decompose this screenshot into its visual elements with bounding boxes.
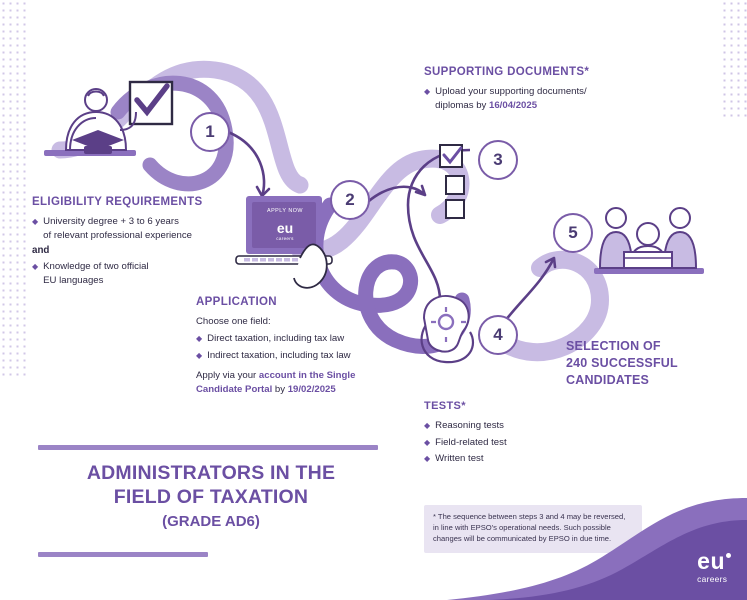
supporting-documents-block bbox=[424, 66, 644, 115]
footnote-panel: * The sequence between steps 3 and 4 may be reversed, in line with EPSO's operational needs. Such possible changes will be communicated by EPSO in due time. bbox=[424, 505, 642, 553]
selection-line-2: 240 SUCCESSFUL bbox=[566, 355, 678, 370]
logo-careers-text: careers bbox=[697, 574, 728, 584]
eligibility-item-2-line-1: Knowledge of two official bbox=[43, 261, 149, 273]
single-candidate-portal-link[interactable]: account in the Single bbox=[258, 370, 356, 382]
apply-prefix: Apply via your bbox=[196, 370, 259, 382]
step-number-5[interactable]: 5 bbox=[553, 213, 593, 253]
application-item-1 bbox=[196, 332, 392, 346]
tests-item-2 bbox=[424, 436, 614, 450]
supporting-documents-item bbox=[424, 85, 644, 112]
application-apply-via bbox=[196, 369, 392, 397]
application-item-2-label: Indirect taxation, including tax law bbox=[207, 349, 351, 361]
step-number-1[interactable]: 1 bbox=[190, 112, 230, 152]
diamond-bullet-icon: ◆ bbox=[424, 87, 431, 96]
application-block bbox=[196, 296, 392, 400]
tests-block bbox=[424, 400, 614, 469]
laptop-apply-now-label: APPLY NOW bbox=[266, 208, 304, 214]
title-line-2: FIELD OF TAXATION bbox=[113, 485, 309, 508]
single-candidate-portal-link-2[interactable]: Candidate Portal bbox=[196, 384, 273, 396]
title-line-1: ADMINISTRATORS IN THE bbox=[86, 462, 336, 484]
tests-item-3 bbox=[424, 452, 614, 466]
eligibility-heading: ELIGIBILITY REQUIREMENTS bbox=[32, 196, 203, 208]
selection-line-1: SELECTION OF bbox=[566, 339, 661, 353]
laptop-careers-label: careers bbox=[276, 236, 294, 242]
application-item-2 bbox=[196, 349, 392, 363]
eligibility-item-1-line-2: of relevant professional experience bbox=[43, 229, 192, 241]
diamond-bullet-icon: ◆ bbox=[424, 454, 431, 464]
application-deadline-date: 19/02/2025 bbox=[287, 384, 336, 396]
application-heading: APPLICATION bbox=[196, 296, 277, 308]
eligibility-item-1-line-1: University degree + 3 to 6 years bbox=[43, 216, 179, 227]
diamond-bullet-icon: ◆ bbox=[196, 350, 203, 360]
diamond-bullet-icon: ◆ bbox=[424, 421, 431, 430]
selection-block bbox=[566, 338, 726, 389]
icon-panel-people bbox=[594, 208, 704, 274]
eligibility-item-2-line-2: EU languages bbox=[43, 274, 104, 286]
step-number-2[interactable]: 2 bbox=[330, 180, 370, 220]
supporting-item-line-1: Upload your supporting documents/ bbox=[435, 86, 587, 97]
tests-item-3-label: Written test bbox=[435, 453, 484, 465]
diamond-bullet-icon: ◆ bbox=[424, 437, 431, 447]
title-divider-bottom bbox=[38, 552, 208, 557]
supporting-documents-heading: SUPPORTING DOCUMENTS* bbox=[424, 66, 590, 78]
eligibility-item-1 bbox=[32, 215, 232, 242]
tests-heading: TESTS* bbox=[424, 400, 466, 412]
title-divider-top bbox=[38, 445, 378, 450]
eu-careers-logo bbox=[697, 550, 731, 584]
logo-eu-text: eu bbox=[697, 548, 725, 574]
icon-head-cognition bbox=[424, 296, 469, 352]
eligibility-and-label: and bbox=[32, 245, 50, 257]
eligibility-block bbox=[32, 196, 232, 290]
application-intro: Choose one field: bbox=[196, 316, 271, 327]
supporting-item-line-2-prefix: diplomas by bbox=[435, 99, 490, 111]
laptop-eu-logo: eu bbox=[276, 220, 294, 236]
page-title bbox=[36, 462, 386, 530]
tests-item-2-label: Field-related test bbox=[435, 436, 507, 448]
logo-dot-icon bbox=[726, 553, 731, 558]
tests-item-1-label: Reasoning tests bbox=[435, 420, 504, 431]
title-grade: (GRADE AD6) bbox=[162, 512, 260, 530]
selection-line-3: CANDIDATES bbox=[566, 372, 650, 387]
eligibility-item-2 bbox=[32, 260, 232, 287]
step-number-4[interactable]: 4 bbox=[478, 315, 518, 355]
apply-mid: by bbox=[272, 384, 288, 396]
diamond-bullet-icon: ◆ bbox=[32, 262, 39, 272]
supporting-deadline-date: 16/04/2025 bbox=[489, 99, 538, 111]
laptop-screen-content bbox=[262, 208, 308, 241]
application-item-1-label: Direct taxation, including tax law bbox=[207, 332, 345, 344]
step-number-3[interactable]: 3 bbox=[478, 140, 518, 180]
tests-item-1 bbox=[424, 419, 614, 433]
diamond-bullet-icon: ◆ bbox=[32, 217, 39, 226]
diamond-bullet-icon: ◆ bbox=[196, 333, 203, 343]
